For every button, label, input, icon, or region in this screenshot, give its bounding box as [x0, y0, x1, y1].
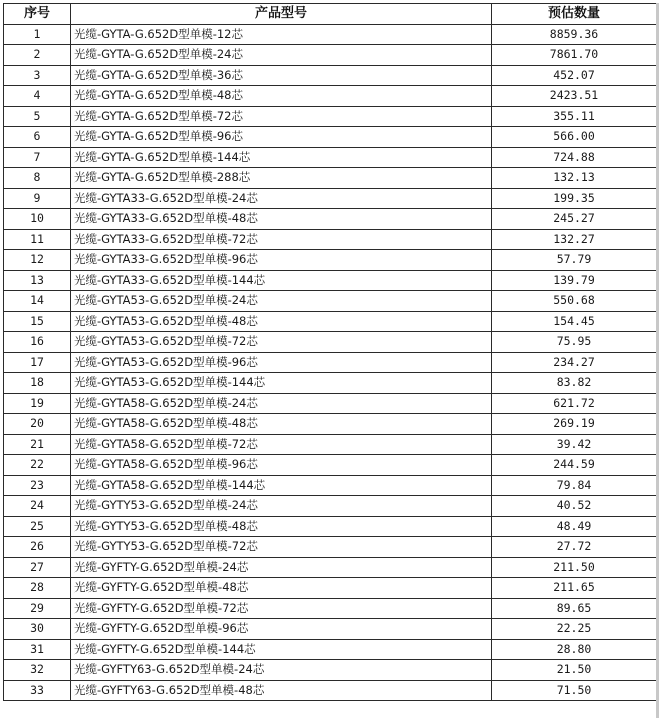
table-row	[4, 65, 657, 86]
row-estimated-quantity: 40.52	[492, 496, 657, 517]
row-product-model: 光缆-GYTA-G.652D型单模-288芯	[71, 168, 492, 189]
row-estimated-quantity: 21.50	[492, 660, 657, 681]
row-index: 22	[4, 455, 71, 476]
table-row	[4, 188, 657, 209]
row-index: 14	[4, 291, 71, 312]
row-index: 24	[4, 496, 71, 517]
table-row	[4, 455, 657, 476]
table-row	[4, 270, 657, 291]
row-product-model: 光缆-GYFTY-G.652D型单模-144芯	[71, 639, 492, 660]
table-row	[4, 45, 657, 66]
row-product-model: 光缆-GYTA-G.652D型单模-24芯	[71, 45, 492, 66]
table-row	[4, 229, 657, 250]
row-index: 16	[4, 332, 71, 353]
row-estimated-quantity: 269.19	[492, 414, 657, 435]
row-index: 8	[4, 168, 71, 189]
row-index: 2	[4, 45, 71, 66]
row-product-model: 光缆-GYFTY-G.652D型单模-48芯	[71, 578, 492, 599]
table-row	[4, 475, 657, 496]
row-index: 20	[4, 414, 71, 435]
table-row	[4, 311, 657, 332]
row-estimated-quantity: 75.95	[492, 332, 657, 353]
row-estimated-quantity: 139.79	[492, 270, 657, 291]
row-estimated-quantity: 39.42	[492, 434, 657, 455]
row-estimated-quantity: 8859.36	[492, 24, 657, 45]
row-index: 25	[4, 516, 71, 537]
header-product-model: 产品型号	[71, 4, 492, 25]
row-estimated-quantity: 132.27	[492, 229, 657, 250]
row-index: 21	[4, 434, 71, 455]
row-index: 26	[4, 537, 71, 558]
table-row	[4, 516, 657, 537]
table-row	[4, 106, 657, 127]
row-product-model: 光缆-GYTA-G.652D型单模-12芯	[71, 24, 492, 45]
row-index: 31	[4, 639, 71, 660]
row-index: 27	[4, 557, 71, 578]
row-index: 12	[4, 250, 71, 271]
table-row	[4, 86, 657, 107]
row-index: 10	[4, 209, 71, 230]
row-index: 9	[4, 188, 71, 209]
table-row	[4, 557, 657, 578]
row-product-model: 光缆-GYTY53-G.652D型单模-72芯	[71, 537, 492, 558]
row-estimated-quantity: 28.80	[492, 639, 657, 660]
row-index: 5	[4, 106, 71, 127]
page-edge-shadow	[656, 3, 659, 718]
row-product-model: 光缆-GYTA33-G.652D型单模-24芯	[71, 188, 492, 209]
row-estimated-quantity: 132.13	[492, 168, 657, 189]
row-product-model: 光缆-GYTA33-G.652D型单模-96芯	[71, 250, 492, 271]
row-index: 23	[4, 475, 71, 496]
row-estimated-quantity: 355.11	[492, 106, 657, 127]
table-row	[4, 168, 657, 189]
table-header-row	[4, 4, 657, 25]
row-index: 28	[4, 578, 71, 599]
header-index: 序号	[4, 4, 71, 25]
table-body	[4, 24, 657, 701]
row-estimated-quantity: 234.27	[492, 352, 657, 373]
table-row	[4, 332, 657, 353]
product-quantity-table	[3, 3, 657, 701]
row-product-model: 光缆-GYTA-G.652D型单模-48芯	[71, 86, 492, 107]
table-row	[4, 619, 657, 640]
row-product-model: 光缆-GYFTY-G.652D型单模-24芯	[71, 557, 492, 578]
row-estimated-quantity: 566.00	[492, 127, 657, 148]
row-estimated-quantity: 211.65	[492, 578, 657, 599]
row-index: 13	[4, 270, 71, 291]
row-product-model: 光缆-GYTA53-G.652D型单模-48芯	[71, 311, 492, 332]
row-product-model: 光缆-GYTA-G.652D型单模-96芯	[71, 127, 492, 148]
row-index: 32	[4, 660, 71, 681]
table-row	[4, 209, 657, 230]
row-product-model: 光缆-GYTA58-G.652D型单模-96芯	[71, 455, 492, 476]
row-index: 30	[4, 619, 71, 640]
row-product-model: 光缆-GYTA-G.652D型单模-144芯	[71, 147, 492, 168]
row-estimated-quantity: 211.50	[492, 557, 657, 578]
row-estimated-quantity: 89.65	[492, 598, 657, 619]
table-row	[4, 434, 657, 455]
row-index: 6	[4, 127, 71, 148]
row-product-model: 光缆-GYTA58-G.652D型单模-144芯	[71, 475, 492, 496]
row-product-model: 光缆-GYTA-G.652D型单模-72芯	[71, 106, 492, 127]
row-index: 18	[4, 373, 71, 394]
row-product-model: 光缆-GYFTY63-G.652D型单模-48芯	[71, 680, 492, 701]
row-estimated-quantity: 550.68	[492, 291, 657, 312]
row-estimated-quantity: 154.45	[492, 311, 657, 332]
row-product-model: 光缆-GYTA53-G.652D型单模-72芯	[71, 332, 492, 353]
row-estimated-quantity: 245.27	[492, 209, 657, 230]
row-estimated-quantity: 2423.51	[492, 86, 657, 107]
row-index: 7	[4, 147, 71, 168]
row-product-model: 光缆-GYTA33-G.652D型单模-72芯	[71, 229, 492, 250]
table-row	[4, 598, 657, 619]
row-product-model: 光缆-GYTY53-G.652D型单模-48芯	[71, 516, 492, 537]
row-estimated-quantity: 71.50	[492, 680, 657, 701]
row-estimated-quantity: 452.07	[492, 65, 657, 86]
table-row	[4, 250, 657, 271]
table-row	[4, 24, 657, 45]
row-estimated-quantity: 57.79	[492, 250, 657, 271]
row-product-model: 光缆-GYTA33-G.652D型单模-48芯	[71, 209, 492, 230]
row-index: 1	[4, 24, 71, 45]
row-product-model: 光缆-GYTA58-G.652D型单模-48芯	[71, 414, 492, 435]
table-row	[4, 496, 657, 517]
row-index: 4	[4, 86, 71, 107]
table-row	[4, 127, 657, 148]
row-index: 19	[4, 393, 71, 414]
row-product-model: 光缆-GYTA53-G.652D型单模-24芯	[71, 291, 492, 312]
row-estimated-quantity: 79.84	[492, 475, 657, 496]
row-product-model: 光缆-GYTA58-G.652D型单模-24芯	[71, 393, 492, 414]
table-row	[4, 373, 657, 394]
row-estimated-quantity: 7861.70	[492, 45, 657, 66]
row-estimated-quantity: 621.72	[492, 393, 657, 414]
table-row	[4, 537, 657, 558]
row-product-model: 光缆-GYFTY63-G.652D型单模-24芯	[71, 660, 492, 681]
row-estimated-quantity: 83.82	[492, 373, 657, 394]
row-estimated-quantity: 199.35	[492, 188, 657, 209]
row-product-model: 光缆-GYTA-G.652D型单模-36芯	[71, 65, 492, 86]
row-estimated-quantity: 22.25	[492, 619, 657, 640]
row-index: 33	[4, 680, 71, 701]
row-product-model: 光缆-GYTY53-G.652D型单模-24芯	[71, 496, 492, 517]
row-index: 29	[4, 598, 71, 619]
row-estimated-quantity: 48.49	[492, 516, 657, 537]
table-row	[4, 639, 657, 660]
table-row	[4, 680, 657, 701]
table-row	[4, 660, 657, 681]
row-product-model: 光缆-GYTA53-G.652D型单模-96芯	[71, 352, 492, 373]
table-row	[4, 393, 657, 414]
table-row	[4, 291, 657, 312]
row-estimated-quantity: 724.88	[492, 147, 657, 168]
row-index: 3	[4, 65, 71, 86]
row-estimated-quantity: 27.72	[492, 537, 657, 558]
table-row	[4, 578, 657, 599]
row-product-model: 光缆-GYTA33-G.652D型单模-144芯	[71, 270, 492, 291]
row-product-model: 光缆-GYTA53-G.652D型单模-144芯	[71, 373, 492, 394]
row-index: 15	[4, 311, 71, 332]
row-index: 17	[4, 352, 71, 373]
table-row	[4, 352, 657, 373]
row-product-model: 光缆-GYTA58-G.652D型单模-72芯	[71, 434, 492, 455]
row-product-model: 光缆-GYFTY-G.652D型单模-96芯	[71, 619, 492, 640]
table-row	[4, 414, 657, 435]
table-row	[4, 147, 657, 168]
spec-sheet	[3, 3, 657, 701]
row-product-model: 光缆-GYFTY-G.652D型单模-72芯	[71, 598, 492, 619]
header-estimated-quantity: 预估数量	[492, 4, 657, 25]
row-estimated-quantity: 244.59	[492, 455, 657, 476]
row-index: 11	[4, 229, 71, 250]
